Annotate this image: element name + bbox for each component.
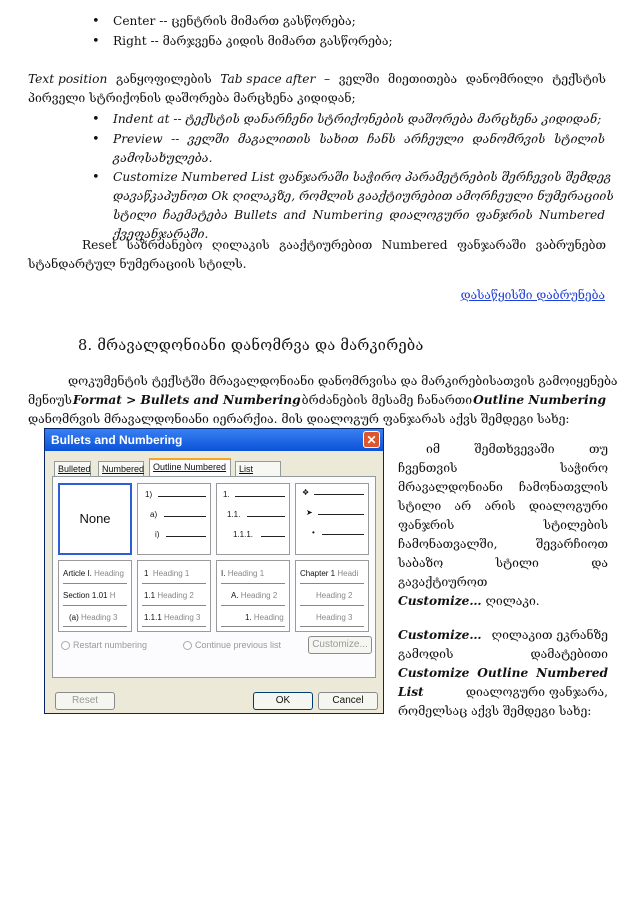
bullet-indent [113, 110, 601, 129]
bullet-customize [113, 168, 614, 244]
rc-line: ჩამონათვალში, შევარჩიოთ [398, 537, 608, 551]
preview-line2: გამოსახულება. [113, 151, 213, 165]
dot-bullet-icon: • [312, 528, 315, 537]
level-label: 1.1 [144, 591, 156, 600]
level-label: A. [231, 591, 239, 600]
section-heading: 8. მრავალდონიანი დანომრვა და მარკირება [78, 338, 424, 354]
level-label: (a) [69, 613, 79, 622]
word: ტექსტის [552, 72, 606, 86]
word: – [323, 72, 331, 86]
level-label: 1.1.1 [144, 613, 162, 622]
customize-line1: • Customize Numbered List ფანჯარაში საჭირო პარამეტრების შერჩევის შემდეგ [113, 170, 612, 184]
text-position-line1 [28, 70, 606, 89]
text-position-line2: პირველი სტრიქონის დაშორება მარცხენა კიდიდან; [28, 91, 356, 105]
rc-word: დიალოგური ფანჯარა, [465, 685, 608, 699]
dialog-titlebar [45, 429, 383, 451]
ok-button[interactable]: OK [253, 692, 313, 710]
reset-line2: სტანდარტულ ნუმერაციის სტილს. [28, 257, 247, 271]
right-col-p1 [398, 440, 608, 611]
rc-line: სტილი არ არის დიალოგური [398, 499, 608, 513]
heading-label: Heading 3 [316, 613, 353, 622]
customize-term: Customize… [398, 594, 482, 608]
tab-numbered[interactable]: Numbered [98, 461, 144, 476]
restart-numbering-radio[interactable] [61, 641, 70, 650]
heading-label: Heading 1 [227, 569, 265, 578]
right-col-p2 [398, 626, 608, 721]
dialog-title: Bullets and Numbering [51, 433, 183, 447]
bullet-right: • Right -- მარჯვენა კიდის მიმართ გასწორება; [113, 32, 393, 51]
rc-word: ღილაკი. [485, 594, 540, 608]
rc-line: მრავალდონიანი ჩამონათვლის [398, 480, 608, 494]
preview-line1: • Preview -- ველში მაგალითის სახით ჩანს არჩეული დანომრვის სტილის [113, 132, 605, 146]
level-label: I. [221, 569, 226, 578]
back-to-top-link[interactable]: დასაწყისში დაბრუნება [460, 288, 605, 302]
indent-text: Indent at -- ტექსტის დანარჩენი სტრიქონების დაშორება მარცხენა კიდიდან; [113, 112, 602, 126]
tab-bulleted[interactable]: Bulleted [54, 461, 91, 476]
tab-name: Outline Numbering [473, 393, 606, 407]
style-heading-roman[interactable] [216, 560, 290, 632]
heading-label: Heading [94, 569, 124, 578]
level-label: 1. [245, 613, 252, 622]
arrow-bullet-icon: ➤ [306, 508, 313, 517]
heading-label: H [109, 591, 116, 600]
rc-word: ღილაკით ეკრანზე [491, 628, 608, 642]
none-label: None [79, 511, 111, 526]
rc-line: ჩვენთვის საჭირო [398, 461, 608, 475]
style-none[interactable] [58, 483, 132, 555]
dialog-title-term: List [398, 685, 424, 699]
rc-line: ფანჯრის სტილების [398, 518, 608, 532]
level-label: 1.1. [227, 510, 241, 519]
style-article[interactable] [58, 560, 132, 632]
level-label: Chapter 1 [300, 569, 336, 578]
rc-line: საბაზო სტილი და [398, 556, 608, 570]
heading-label: Heading 2 [316, 591, 353, 600]
level-label: i) [155, 530, 160, 539]
style-bullets[interactable] [295, 483, 369, 555]
tab-outline-numbered[interactable]: Outline Numbered [149, 458, 231, 477]
word: ბრძანების მესამე ჩანართი [301, 393, 473, 407]
cancel-button[interactable]: Cancel [318, 692, 378, 710]
bullets-numbering-dialog [44, 428, 384, 714]
term-tab-space: Tab space after [220, 72, 316, 86]
heading-label: Headi [337, 569, 359, 578]
customize-line4: ქვეფანჯარაში. [113, 227, 209, 241]
level-label: 1) [145, 490, 153, 499]
menu-command: Format > Bullets and Numbering [72, 393, 301, 407]
diamond-bullet-icon: ❖ [302, 488, 310, 497]
heading-label: Heading 2 [157, 591, 194, 600]
level-label: Section 1.01 [63, 591, 108, 600]
reset-line1: Reset საზრძანებო ღილაკის გააქტიურებით Numbered ფანჯარაში ვაბრუნებთ [82, 238, 606, 252]
intro-line3: დანომრვის მრავალდონიანი იერარქია. მის დიალოგურ ფანჯარას აქვს შემდეგი სახე: [28, 412, 570, 426]
word: განყოფილების [115, 72, 212, 86]
level-label: 1. [223, 490, 230, 499]
word: მიეთითება [388, 72, 458, 86]
style-paren[interactable] [137, 483, 211, 555]
close-icon[interactable]: ✕ [363, 431, 380, 448]
rc-line: გავაქტიუროთ [398, 575, 488, 589]
rc-line: იმ შემთხვევაში თუ [426, 442, 608, 456]
level-label: a) [150, 510, 158, 519]
rc-line: რომელსაც აქვს შემდეგი სახე: [398, 704, 592, 718]
term-text-position: Text position [28, 72, 108, 86]
word: დანომრილი [465, 72, 544, 86]
level-label: 1 [144, 569, 149, 578]
level-label: Article I. [63, 569, 92, 578]
heading-label: Heading 2 [240, 591, 278, 600]
bullet-center: • Center -- ცენტრის მიმართ გასწორება; [113, 12, 356, 31]
continue-list-label: Continue previous list [195, 640, 282, 650]
bullet-preview [113, 130, 605, 168]
word: ველში [338, 72, 380, 86]
heading-label: Heading 1 [152, 569, 190, 578]
restart-numbering-label: Restart numbering [73, 640, 148, 650]
dialog-title-term: Customize Outline Numbered [398, 666, 608, 680]
outline-panel [52, 476, 376, 678]
style-chapter[interactable] [295, 560, 369, 632]
customize-line3: სტილი ჩაემატება Bullets and Numbering დიალოგური ფანჯრის Numbered [113, 208, 605, 222]
heading-label: Heading [253, 613, 284, 622]
reset-button[interactable]: Reset [55, 692, 115, 710]
tab-list-styles[interactable]: List [235, 461, 281, 476]
customize-term: Customize… [398, 628, 482, 642]
continue-list-radio[interactable] [183, 641, 192, 650]
intro-line2 [28, 391, 606, 410]
heading-label: Heading 3 [81, 613, 118, 622]
rc-line: გამოდის დამატებითი [398, 647, 608, 661]
word: მენიუს [28, 393, 72, 407]
style-decimal[interactable] [216, 483, 290, 555]
style-heading-decimal[interactable] [137, 560, 211, 632]
heading-label: Heading 3 [164, 613, 201, 622]
level-label: 1.1.1. [233, 530, 254, 539]
customize-button[interactable]: Customize... [308, 636, 372, 654]
customize-line2: დავაწკაპუნოთ Ok ღილაკზე, რომლის გააქტიურებით ამორჩეული ნუმერაციის [113, 189, 614, 203]
intro-line1: დოკუმენტის ტექსტში მრავალდონიანი დანომრვისა და მარკირებისათვის გამოიყენება [68, 374, 618, 388]
